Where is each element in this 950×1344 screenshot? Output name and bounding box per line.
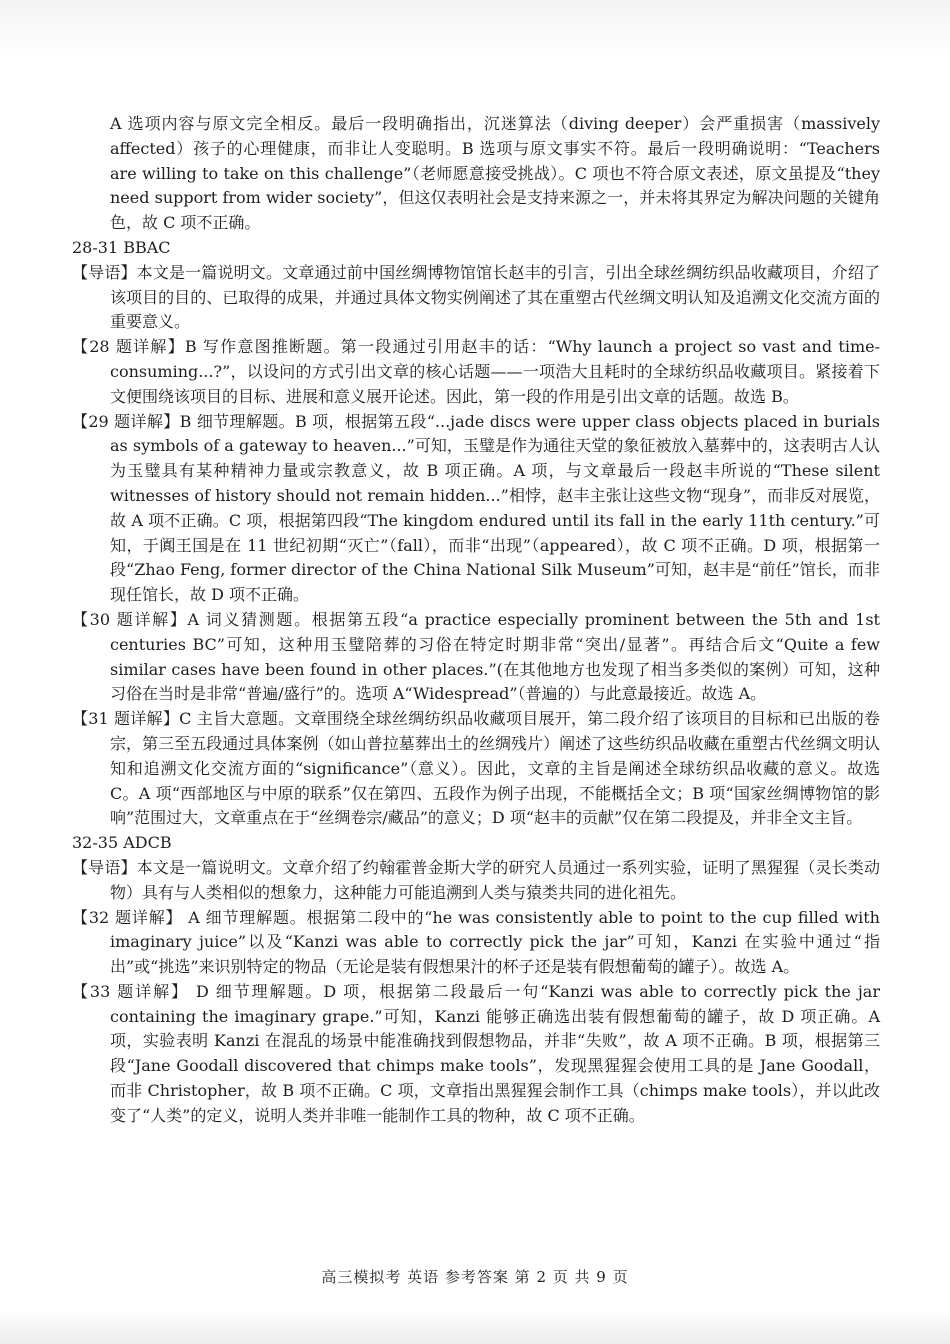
explanation-30: 【30 题详解】A 词义猜测题。根据第五段“a practice especially prominent between the 5th and 1st centuries BC”可知，这种用玉璧陪葬的习俗在特定时期非常“突出/显著”。再结合后文“Quite a few similar cases have been found in other places.”(在其他地方也发现了相当多类似的案例）可知，这种习俗在当时是非常“普遍/盛行”的。选项 A“Widespread”（普遍的）与此意最接近。故选 A。 <box>72 609 880 704</box>
explanation-29: 【29 题详解】B 细节理解题。B 项，根据第五段“...jade discs were upper class objects placed in burials as symbols of a gateway to heaven...”可知，玉璧是作为通往天堂的象征被放入墓葬中的，这表明古人认为玉璧具有某种精神力量或宗教意义，故 B 项正确。A 项，与文章最后一段赵丰所说的“These silent witnesses of history should not remain hidden...”相悖，赵丰主张让这些文物“现身”，而非反对展览，故 A 项不正确。C 项，根据第四段“The kingdom endured until its fall in the early 11th century.”可知，于阗王国是在 11 世纪初期“灭亡”（fall），而非“出现”（appeared），故 C 项不正确。D 项，根据第一段“Zhao Feng, former director of the China National Silk Museum”可知，赵丰是“前任”馆长，而非现任馆长，故 D 项不正确。 <box>72 411 880 605</box>
explanation-33: 【33 题详解】 D 细节理解题。D 项，根据第二段最后一句“Kanzi was able to correctly pick the jar containing the imaginary grape.”可知，Kanzi 能够正确选出装有假想葡萄的罐子，故 D 项正确。A 项，实验表明 Kanzi 在混乱的场景中能准确找到假想物品，并非“失败”，故 A 项不正确。B 项，根据第三段“Jane Goodall discovered that chimps make tools”，发现黑猩猩会使用工具的是 Jane Goodall，而非 Christopher，故 B 项不正确。C 项，文章指出黑猩猩会制作工具（chimps make tools），并以此改变了“人类”的定义，说明人类并非唯一能制作工具的物种，故 C 项不正确。 <box>72 981 880 1125</box>
paragraph-27-continuation: A 选项内容与原文完全相反。最后一段明确指出，沉迷算法（diving deeper）会严重损害（massively affected）孩子的心理健康，而非让人变聪明。B 选项与原文事实不符。最后一段明确说明：“Teachers are willing to take on this challenge”（老师愿意接受挑战）。C 项也不符合原文表述，原文虽提及“they need support from wider society”，但这仅表明社会是支持来源之一，并未将其界定为解决问题的关键角色，故 C 项不正确。 <box>110 114 880 233</box>
intro-32-35: 【导语】本文是一篇说明文。文章介绍了约翰霍普金斯大学的研究人员通过一系列实验，证明了黑猩猩（灵长类动物）具有与人类相似的想象力，这种能力可能追溯到人类与猿类共同的进化祖先。 <box>72 857 880 902</box>
answer-key-32-35: 32-35 ADCB <box>72 833 172 853</box>
answer-explanation-body <box>72 112 880 1129</box>
explanation-28: 【28 题详解】B 写作意图推断题。第一段通过引用赵丰的话：“Why launch a project so vast and time-consuming...?”，以设问的方式引出文章的核心话题——一项浩大且耗时的全球纺织品收藏项目。紧接着下文便围绕该项目的目标、进展和意义展开论述。因此，第一段的作用是引出文章的话题。故选 B。 <box>72 337 880 406</box>
answer-key-28-31: 28-31 BBAC <box>72 237 171 257</box>
page-footer: 高三模拟考 英语 参考答案 第 2 页 共 9 页 <box>321 1268 629 1286</box>
explanation-31: 【31 题详解】C 主旨大意题。文章围绕全球丝绸纺织品收藏项目展开，第二段介绍了该项目的目标和已出版的卷宗，第三至五段通过具体案例（如山普拉墓葬出土的丝绸残片）阐述了这些纺织品收藏在重塑古代丝绸文明认知和追溯文化交流方面的“significance”（意义）。因此，文章的主旨是阐述全球纺织品收藏的意义。故选 C。A 项“西部地区与中原的联系”仅在第四、五段作为例子出现，不能概括全文；B 项“国家丝绸博物馆的影响”范围过大，文章重点在于“丝绸卷宗/藏品”的意义；D 项“赵丰的贡献”仅在第二段提及，并非全文主旨。 <box>72 709 880 828</box>
explanation-32: 【32 题详解】 A 细节理解题。根据第二段中的“he was consistently able to point to the cup filled with imaginary juice”以及“Kanzi was able to correctly pick the jar”可知，Kanzi 在实验中通过“指出”或“挑选”来识别特定的物品（无论是装有假想果汁的杯子还是装有假想葡萄的罐子）。故选 A。 <box>72 907 880 977</box>
scan-bottom-shadow <box>0 1310 950 1344</box>
intro-28-31: 【导语】本文是一篇说明文。文章通过前中国丝绸博物馆馆长赵丰的引言，引出全球丝绸纺织品收藏项目，介绍了该项目的目的、已取得的成果，并通过具体文物实例阐述了其在重塑古代丝绸文明认知及追溯文化交流方面的重要意义。 <box>72 262 880 332</box>
scan-top-band <box>0 0 950 60</box>
